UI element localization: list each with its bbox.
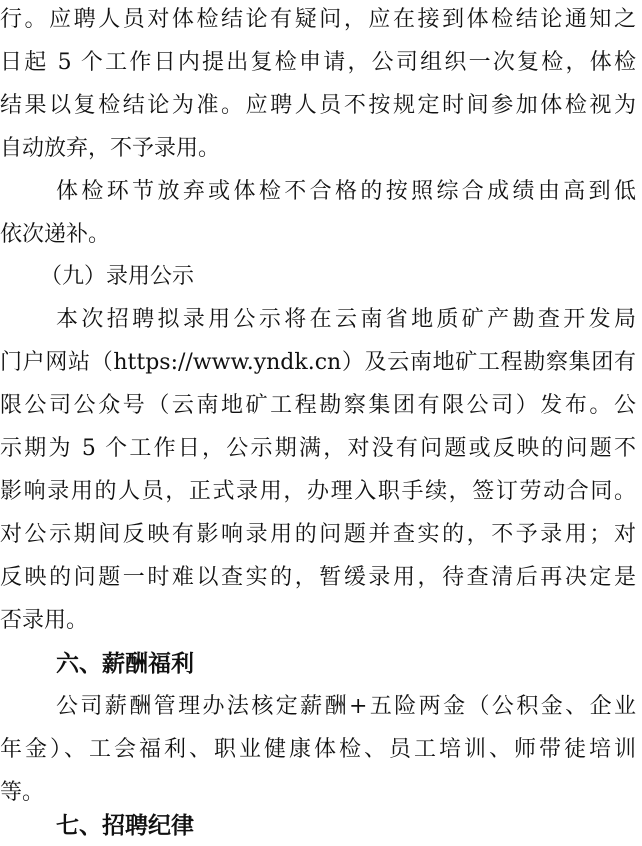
paragraph-line: 反映的问题一时难以查实的，暂缓录用，待查清后再决定是 (0, 565, 636, 590)
section-heading-compensation: 六、薪酬福利 (56, 651, 194, 677)
paragraph-line: 对公示期间反映有影响录用的问题并查实的，不予录用；对 (0, 522, 636, 547)
section-heading-recruitment-discipline: 七、招聘纪律 (56, 813, 194, 839)
paragraph-line: 体检环节放弃或体检不合格的按照综合成绩由高到低 (56, 179, 636, 204)
paragraph-line: 门户网站（https://www.yndk.cn）及云南地矿工程勘察集团有 (0, 350, 636, 375)
paragraph-line: 结果以复检结论为准。应聘人员不按规定时间参加体检视为 (0, 93, 636, 118)
section-heading-recruitment-publicity: （九）录用公示 (40, 264, 195, 289)
paragraph-line: 等。 (0, 780, 45, 805)
paragraph-line: 日起 5 个工作日内提出复检申请，公司组织一次复检，体检 (0, 50, 636, 75)
paragraph-line: 依次递补。 (0, 222, 111, 247)
paragraph-line: 年金）、工会福利、职业健康体检、员工培训、师带徒培训 (0, 737, 636, 762)
paragraph-line: 示期为 5 个工作日，公示期满，对没有问题或反映的问题不 (0, 436, 636, 461)
paragraph-line: 本次招聘拟录用公示将在云南省地质矿产勘查开发局 (56, 307, 636, 332)
paragraph-line: 限公司公众号（云南地矿工程勘察集团有限公司）发布。公 (0, 393, 636, 418)
paragraph-line: 否录用。 (0, 608, 89, 633)
paragraph-line: 公司薪酬管理办法核定薪酬+五险两金（公积金、企业 (56, 694, 636, 719)
paragraph-line: 自动放弃，不予录用。 (0, 136, 221, 161)
paragraph-line: 行。应聘人员对体检结论有疑问，应在接到体检结论通知之 (0, 7, 636, 32)
paragraph-line: 影响录用的人员，正式录用，办理入职手续，签订劳动合同。 (0, 479, 636, 504)
